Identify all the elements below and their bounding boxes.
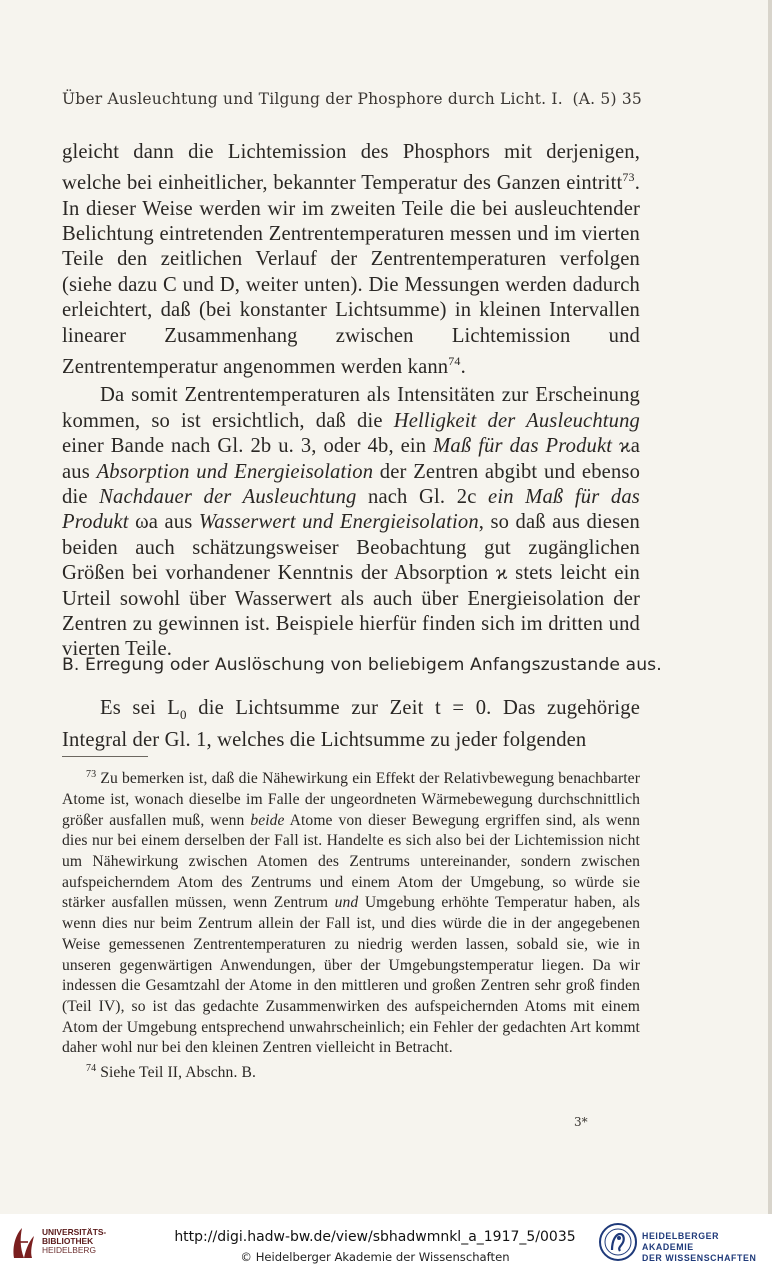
emphasis: Helligkeit der Ausleuchtung bbox=[393, 409, 641, 432]
footnote-74 bbox=[62, 1059, 640, 1084]
academy-line-2: DER WISSENSCHAFTEN bbox=[642, 1253, 757, 1263]
emphasis: Nachdauer der Ausleuchtung bbox=[99, 486, 357, 508]
text-run: ϰa aus bbox=[62, 435, 640, 483]
footnote-rule bbox=[62, 756, 148, 757]
text-run: einer Bande nach Gl. 2b u. 3, oder 4b, ein bbox=[62, 435, 434, 458]
footnote-73 bbox=[62, 765, 640, 1059]
footnote-ref-73: 73 bbox=[622, 170, 635, 185]
paragraph-2 bbox=[62, 383, 640, 662]
text-run: Da somit Zentrentemperaturen als Intensitäten zur Erscheinung kommen, so ist ersichtlich, daß die bbox=[62, 384, 640, 432]
footnote-ref-74: 74 bbox=[448, 354, 461, 369]
text-run: Umgebung erhöhte Temperatur haben, als wenn dies nur beim Zentrum allein der Fall ist, und dies würde die in der angegebenen Weise gemessenen Zentrentemperaturen zu niedrig werden lassen, sobald sie, wie in unseren gegenwärtigen Anwendungen, über der Umgebungstemperatur liegen. Da wir indessen die Gesamtzahl der Atome in den mittleren und großen Zentren sehr groß finden (Teil IV), so ist das gedachte Zusammenwirken des aufspeichernden Atoms mit einem Atom der Umgebung entsprechend unwahrscheinlich; ein Fehler der gedachten Art kommt daher wohl nur bei den kleinen Zentren vielleicht in Betracht. bbox=[62, 894, 640, 1057]
emphasis: und bbox=[334, 894, 359, 912]
running-title: Über Ausleuchtung und Tilgung der Phosphore durch Licht. I. bbox=[62, 90, 563, 108]
text-run: Atome von dieser Bewegung ergriffen sind, als wenn dies nur bei einem derselben der Fall ist. Handelte es sich also bei der Lichtemission nicht um Nähewirkung zwischen Atomen des Zentrums untereinander, sondern zwischen aufspeicherndem Atom des Zentrums und einem Atom der Umgebung, so würde sie stärker ausfallen müssen, wenn Zentrum bbox=[62, 811, 640, 912]
ub-line-3: HEIDELBERG bbox=[42, 1245, 96, 1255]
university-library-logo-icon[interactable] bbox=[8, 1222, 38, 1262]
academy-line-1: HEIDELBERGER AKADEMIE bbox=[642, 1231, 720, 1252]
footnote-number: 73 bbox=[86, 769, 97, 780]
text-run: gleicht dann die Lichtemission des Phosphors mit derjenigen, welche bei einheitlicher, bekannter Temperatur des Ganzen eintritt bbox=[62, 141, 640, 195]
text-run: . In dieser Weise werden wir im zweiten Teile die bei ausleuchtender Belichtung eintretenden Zentrentemperaturen messen und im vierten Teile den zeitlichen Verlauf der Zentrentemperaturen verfolgen (siehe dazu C und D, weiter unten). Die Messungen werden dadurch erleichtert, daß (bei konstanter Lichtsumme) in kleinen Intervallen linearer Zusammenhang zwischen Lichtemission und Zentrentemperatur angenommen werden kann bbox=[62, 172, 640, 378]
footnotes bbox=[62, 765, 640, 1084]
text-run: ωa aus bbox=[128, 511, 199, 534]
text-run: der Zentren abgibt und ebenso die bbox=[62, 460, 641, 508]
text-run: Es sei L bbox=[100, 697, 181, 719]
permalink-url[interactable]: http://digi.hadw-bw.de/view/sbhadwmnkl_a_1917_5/0035 bbox=[174, 1229, 576, 1245]
text-run: . bbox=[460, 355, 466, 378]
emphasis: Absorption und Energieisolation bbox=[96, 460, 374, 483]
main-text bbox=[62, 140, 640, 663]
emphasis: ein Maß für das Produkt bbox=[62, 486, 640, 534]
emphasis: beide bbox=[250, 811, 285, 829]
section-b-paragraph bbox=[62, 696, 640, 753]
paragraph-1 bbox=[62, 140, 640, 380]
page-reference: (A. 5) 35 bbox=[572, 90, 642, 108]
ub-line-1: UNIVERSITÄTS- bbox=[42, 1227, 107, 1237]
signature-mark: 3* bbox=[574, 1115, 588, 1129]
copyright-notice: © Heidelberger Akademie der Wissenschaften bbox=[240, 1250, 510, 1264]
text-run: , so daß aus diesen beiden auch schätzungsweiser Beobachtung gut zugänglichen Größen bei vorhandener Kenntnis der Absorption ϰ stets leicht ein Urteil sowohl über Wasserwert als auch über Energieisolation der Zentren zu gewinnen ist. Beispiele hierfür finden sich im dritten und vierten Teile. bbox=[62, 511, 641, 661]
academy-name[interactable] bbox=[642, 1231, 772, 1264]
footnote-number: 74 bbox=[86, 1063, 97, 1075]
text-run: Zu bemerken ist, daß die Nähewirkung ein Effekt der Relativbewegung benachbarter Atome ist, wonach dieselbe im Falle der ungeordneten Wärmebewegung durchschnittlich größer ausfallen muß, wenn bbox=[62, 770, 640, 829]
text-run: Siehe Teil II, Abschn. B. bbox=[96, 1064, 256, 1082]
text-run: nach Gl. 2c bbox=[356, 486, 489, 508]
text-run: die Lichtsumme zur Zeit t = 0. Das zugehörige Integral der Gl. 1, welches die Lichtsumme zu jeder folgenden bbox=[62, 697, 640, 751]
ub-line-2: BIBLIOTHEK bbox=[42, 1236, 94, 1246]
academy-seal-icon[interactable] bbox=[598, 1222, 638, 1262]
section-heading: B. Erregung oder Auslöschung von beliebigem Anfangszustande aus. bbox=[62, 655, 662, 675]
page-edge bbox=[768, 0, 772, 1214]
subscript: 0 bbox=[180, 707, 187, 723]
emphasis: Wasserwert und Energieisolation bbox=[198, 511, 479, 534]
university-library-name[interactable] bbox=[42, 1228, 106, 1255]
emphasis: Maß für das Produkt bbox=[433, 435, 613, 458]
